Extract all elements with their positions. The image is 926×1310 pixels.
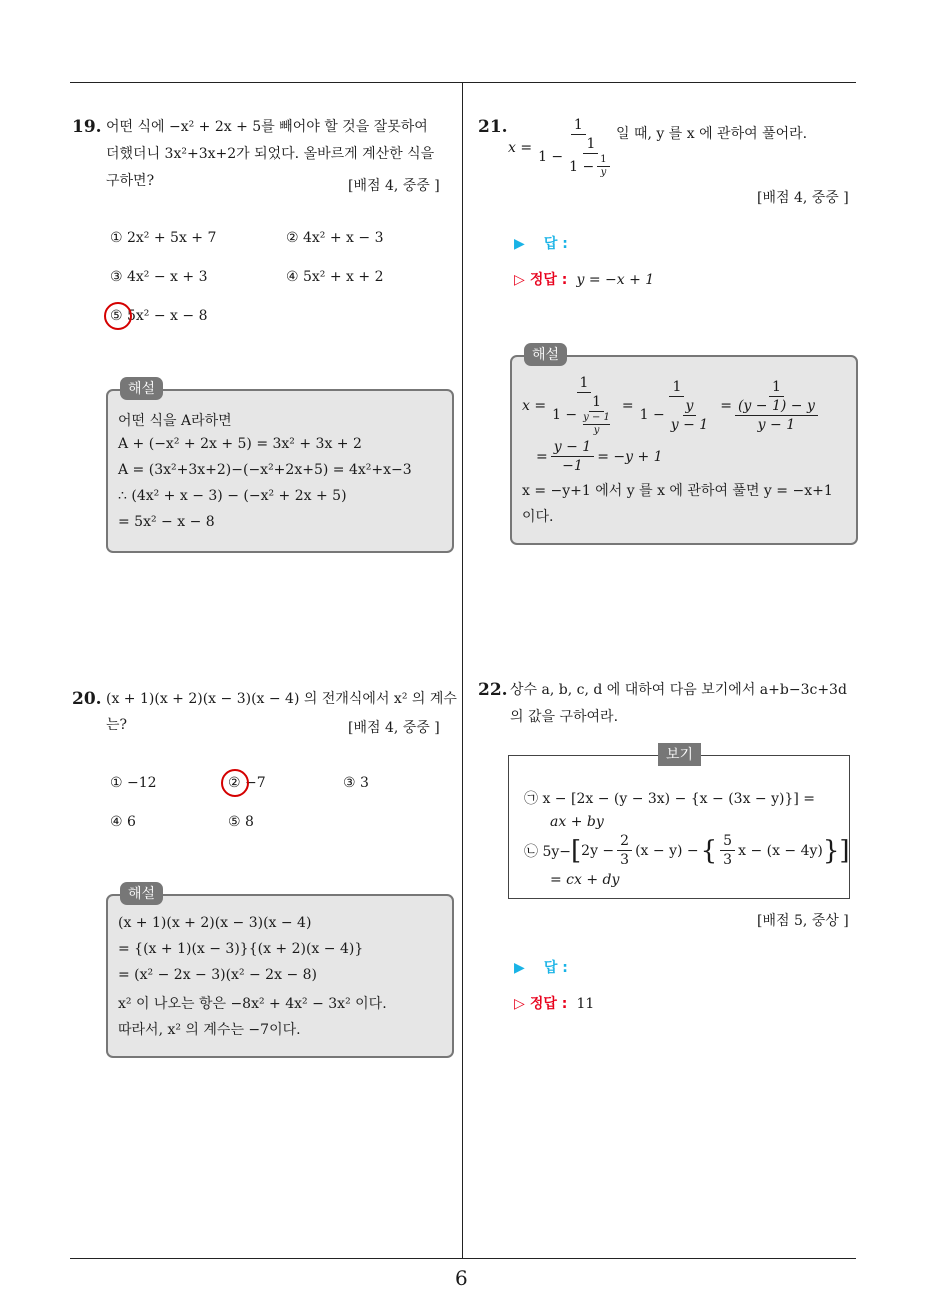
choice-2[interactable]: ② −7	[228, 775, 266, 791]
choice-5[interactable]: ⑤ 5x² − x − 8	[110, 308, 208, 324]
solution-tag: 해설	[120, 377, 163, 400]
solution-row1: x = 1 1 − 1 y − 1 y = 1 1 − $\frac{y}{y - 1}$ = 1 (y − 1) − y y − 1	[522, 374, 821, 437]
play-arrow-icon: ▶	[514, 236, 525, 252]
correct-label: 정답 :	[529, 996, 568, 1012]
bottom-rule	[70, 1258, 856, 1259]
score-label: [배점 4, 중중 ]	[348, 720, 440, 736]
correct-answer-row	[514, 993, 594, 1013]
bogi-item1: ㉠ x − [2x − (y − 3x) − {x − (3x − y)}] =	[524, 791, 816, 807]
answer-row	[514, 957, 568, 977]
solution-line3: x = −y+1 에서 y 를 x 에 관하여 풀면 y = −x+1	[522, 483, 833, 499]
question-text-line1: (x + 1)(x + 2)(x − 3)(x − 4) 의 전개식에서 x² 의 계수	[106, 691, 457, 707]
question-text-line3: 구하면?	[106, 173, 155, 189]
outline-arrow-icon: ▷	[514, 996, 525, 1012]
column-divider	[462, 83, 463, 1259]
question-text-line1: 상수 a, b, c, d 에 대하여 다음 보기에서 a+b−3c+3d	[510, 682, 847, 698]
solution-line1: (x + 1)(x + 2)(x − 3)(x − 4)	[118, 915, 312, 931]
choice-5[interactable]: ⑤ 8	[228, 814, 254, 830]
solution-line5: = 5x² − x − 8	[118, 514, 215, 530]
bogi-item1-cont: ax + by	[550, 814, 604, 830]
solution-tag: 해설	[120, 882, 163, 905]
score-label: [배점 4, 중중 ]	[348, 178, 440, 194]
top-rule	[70, 82, 856, 83]
question-number: 20.	[72, 689, 102, 709]
question-number: 21.	[478, 117, 508, 137]
red-answer-circle	[221, 769, 249, 797]
choice-3[interactable]: ③ 4x² − x + 3	[110, 269, 208, 285]
solution-line1: 어떤 식을 A라하면	[118, 413, 232, 429]
solution-line3: = (x² − 2x − 3)(x² − 2x − 8)	[118, 967, 317, 983]
solution-row2: = $\frac{y - 1}{-1}$ = −y + 1	[536, 439, 663, 474]
solution-line2: = {(x + 1)(x − 3)}{(x + 2)(x − 4)}	[118, 941, 364, 957]
fraction-lhs: x =	[508, 139, 533, 156]
answer-row	[514, 233, 568, 253]
choice-4[interactable]: ④ 5x² + x + 2	[286, 269, 384, 285]
bogi-item2-cont: = cx + dy	[550, 872, 620, 888]
correct-answer-row	[514, 269, 654, 289]
question-text-line2: 더했더니 3x²+3x+2가 되었다. 올바르게 계산한 식을	[106, 146, 435, 162]
question-text-line1: 어떤 식에 −x² + 2x + 5를 빼어야 할 것을 잘못하여	[106, 119, 428, 135]
solution-line4: x² 이 나오는 항은 −8x² + 4x² − 3x² 이다.	[118, 996, 387, 1012]
question-text-line2: 의 값을 구하여라.	[510, 709, 619, 725]
choice-1[interactable]: ① 2x² + 5x + 7	[110, 230, 217, 246]
continued-fraction: x = 1 1 − 1 1 − $\frac{1}{y}$	[508, 116, 625, 179]
question-number: 19.	[72, 117, 102, 137]
solution-line2: A + (−x² + 2x + 5) = 3x² + 3x + 2	[118, 436, 362, 452]
question-text-tail: 일 때, y 를 x 에 관하여 풀어라.	[616, 126, 808, 142]
solution-line5: 따라서, x² 의 계수는 −7이다.	[118, 1022, 301, 1038]
choice-4[interactable]: ④ 6	[110, 814, 136, 830]
question-text-line2: 는?	[106, 717, 128, 733]
choice-1[interactable]: ① −12	[110, 775, 157, 791]
correct-value: 11	[576, 996, 595, 1012]
outline-arrow-icon: ▷	[514, 272, 525, 288]
question-number: 22.	[478, 680, 508, 700]
choice-2[interactable]: ② 4x² + x − 3	[286, 230, 384, 246]
correct-value: y = −x + 1	[576, 272, 655, 288]
score-label: [배점 5, 중상 ]	[757, 913, 849, 929]
solution-line4: ∴ (4x² + x − 3) − (−x² + 2x + 5)	[118, 488, 347, 504]
page-number: 6	[455, 1266, 468, 1290]
answer-label: 답 :	[543, 960, 568, 976]
score-label: [배점 4, 중중 ]	[757, 190, 849, 206]
answer-label: 답 :	[543, 236, 568, 252]
choice-3[interactable]: ③ 3	[343, 775, 369, 791]
solution-tag: 해설	[524, 343, 567, 366]
solution-line4: 이다.	[522, 509, 554, 525]
bogi-item2: ㉡ 5y− [ 2y − $\frac{2}{3}$ (x − y) − { $\frac{5}{3}$ x − (x − 4y) }]	[524, 833, 850, 868]
red-answer-circle	[104, 302, 132, 330]
play-arrow-icon: ▶	[514, 960, 525, 976]
solution-line3: A = (3x²+3x+2)−(−x²+2x+5) = 4x²+x−3	[118, 462, 412, 478]
bogi-tag: 보기	[658, 743, 701, 766]
correct-label: 정답 :	[529, 272, 568, 288]
